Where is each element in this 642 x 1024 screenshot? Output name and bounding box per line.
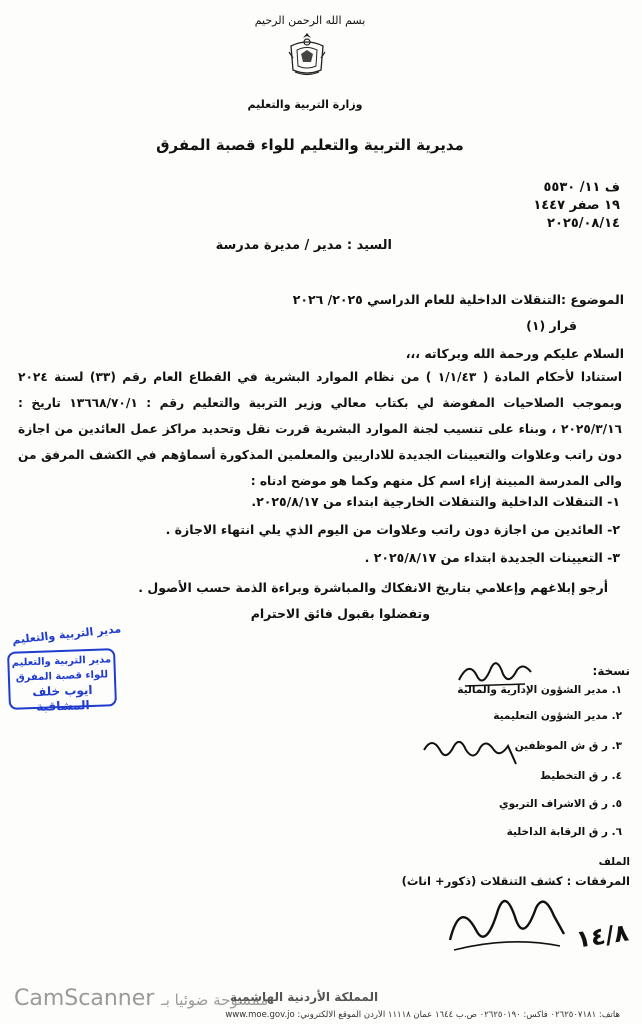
item-1: ١- التنقلات الداخلية والتنقلات الخارجية ابتداء من ٢٠٢٥/٨/١٧. xyxy=(251,494,620,509)
reference-number: ف ١١/ ٥٥٣٠ xyxy=(543,180,620,195)
copy-item-1: ١. مدير الشؤون الإدارية والمالية xyxy=(457,684,622,696)
copy-item-5: ٥. ر ق الاشراف التربوي xyxy=(498,798,622,810)
copy-item-6: ٦. ر ق الرقابة الداخلية xyxy=(506,826,622,838)
stamp-line-3: ايوب خلف المشاقبة xyxy=(32,682,93,714)
gregorian-date: ٢٠٢٥/٠٨/١٤ xyxy=(547,216,620,231)
large-signature-icon xyxy=(440,880,570,960)
footer-contact: هاتف: ٠٢٦٢٥٠٧١٨١ فاكس: ٠٢٦٢٥٠١٩٠ ص.ب ١٦٤٤ عمان ١١١١٨ الأردن الموقع الالكتروني: www.moe.gov.jo xyxy=(225,1010,620,1020)
copies-label: نسخة: xyxy=(592,664,630,678)
copy-item-2: ٢. مدير الشؤون التعليمية xyxy=(493,710,622,722)
camscanner-logo-text: CamScanner xyxy=(14,986,155,1011)
item-2: ٢- العائدين من اجازة دون راتب وعلاوات من اليوم الذي يلي انتهاء الاجازة . xyxy=(165,522,620,537)
handwritten-initials-icon xyxy=(420,730,520,770)
copy-item-4: ٤. ر ق التخطيط xyxy=(540,770,622,782)
copy-item-3: ٣. ر ق ش الموظفين xyxy=(514,740,622,752)
recipient: السيد : مدير / مديرة مدرسة xyxy=(215,238,392,253)
stamp-handwritten-note: مدير التربية والتعليم xyxy=(11,622,122,647)
jordan-coat-of-arms-icon xyxy=(285,30,329,78)
decision-number: قرار (١) xyxy=(526,318,577,333)
ministry-name: وزارة التربية والتعليم xyxy=(247,98,363,111)
footer-title: المملكة الأردنية الهاشمية xyxy=(230,990,379,1004)
greeting: السلام عليكم ورحمة الله وبركاته ،،، xyxy=(405,346,624,361)
file-label: الملف xyxy=(598,856,630,868)
body-paragraph: استنادا لأحكام المادة ( ١/١/٤٣ ) من نظام الموارد البشرية في القطاع العام رقم (٣٣) لسنة ٢٠٢٤ وبموجب الصلاحيات المفوضة لي بكتاب معالي وزير التربية والتعليم رقم : ١٣٦٦٨/٧٠/١ تاريخ : ٢٠٢٥/٣/١٦ ، وبناء على تنسيب لجنة الموارد البشرية قررت نقل وتحديد مراكز عمل العائدين من اجازة دون راتب وعلاوات والتعيينات الجديدة للاداريين والمعلمين المذكورة أسماؤهم في الكشف المرفق من والى المدرسة المبينة إزاء اسم كل منهم وكما هو موضح ادناه : xyxy=(18,370,623,488)
hijri-date: ١٩ صفر ١٤٤٧ xyxy=(533,198,620,213)
item-3: ٣- التعيينات الجديدة ابتداء من ٢٠٢٥/٨/١٧ . xyxy=(364,550,620,565)
handwritten-date: ١٤/٨ xyxy=(574,918,631,954)
stamp-line-2: للواء قصبة المفرق xyxy=(15,669,109,684)
directorate-title: مديرية التربية والتعليم للواء قصبة المفرق xyxy=(156,136,464,154)
subject: الموضوع :التنقلات الداخلية للعام الدراسي ٢٠٢٥/ ٢٠٢٦ xyxy=(292,292,624,307)
camscanner-suffix: ممسوحة ضوئيا بـ xyxy=(161,991,269,1009)
request-line: أرجو إبلاغهم وإعلامي بتاريخ الانفكاك والمباشرة وبراءة الذمة حسب الأصول . xyxy=(138,580,608,595)
official-stamp xyxy=(7,648,117,714)
attachments: المرفقات : كشف التنقلات (ذكور+ اناث) xyxy=(401,874,630,888)
closing-line: وتفضلوا بقبول فائق الاحترام xyxy=(250,606,430,621)
basmala: بسم الله الرحمن الرحيم xyxy=(254,14,366,27)
stamp-line-1: مدير التربية والتعليم xyxy=(11,654,112,669)
